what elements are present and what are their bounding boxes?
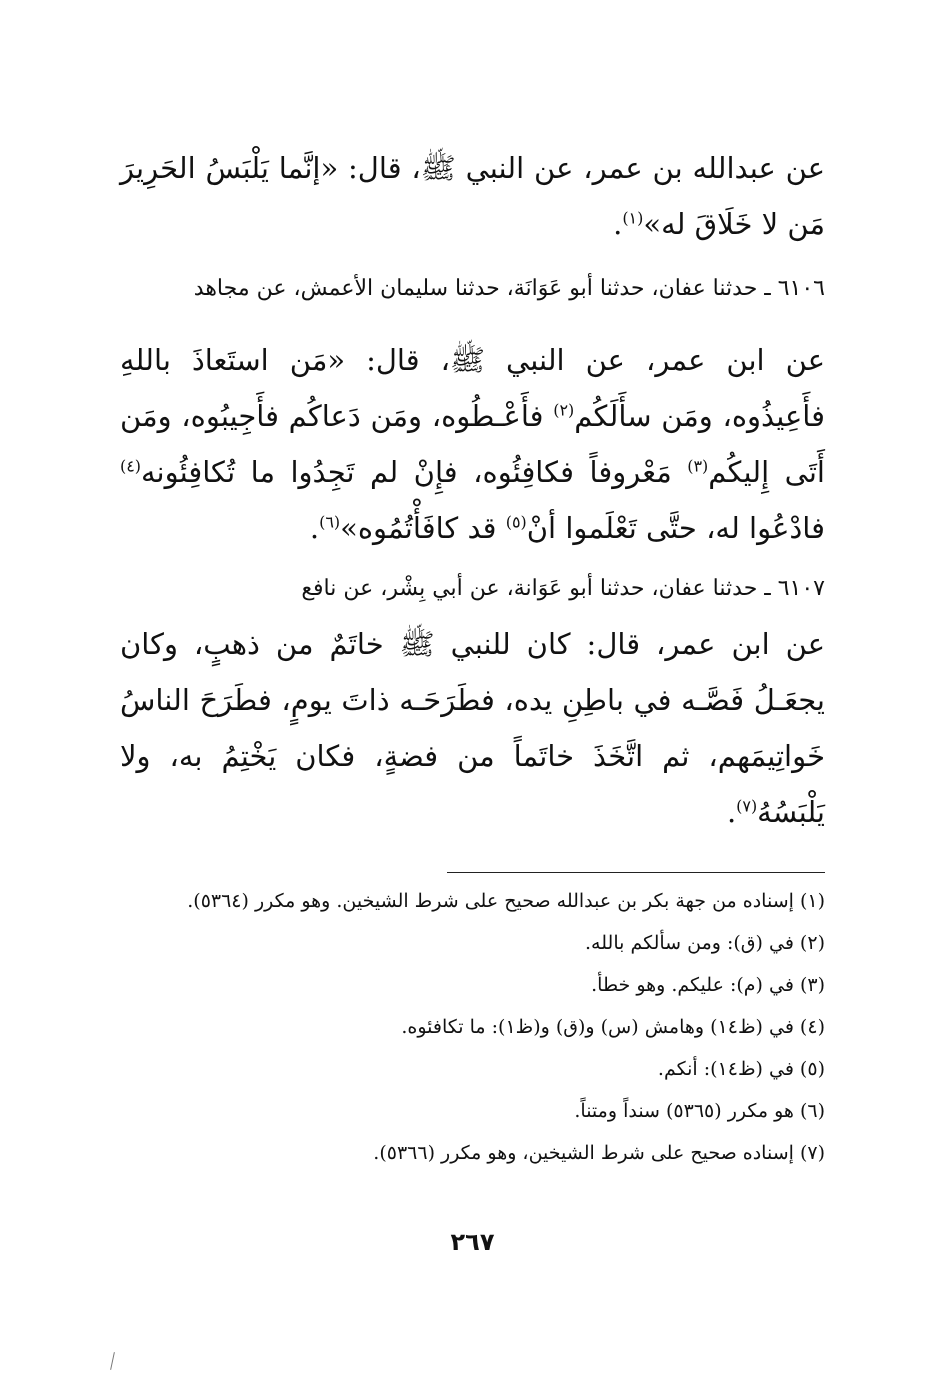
footnote-marker: (٣)	[687, 456, 709, 476]
sentence-end: .	[613, 207, 623, 241]
footnote-3: (٣) في (م): عليكم. وهو خطأ.	[591, 974, 825, 996]
footnote-marker: (١)	[622, 208, 644, 228]
hadith-text-part: فأَعْـطُوه، ومَن دَعاكُم فأَجِيبُوه، ومَن أَتَى إِليكُم	[120, 399, 825, 489]
hadith-text-part: فادْعُوا له، حتَّى تَعْلَموا أنْ	[526, 511, 825, 545]
footnote-7: (٧) إسناده صحيح على شرط الشيخين، وهو مكرر (٥٣٦٦).	[373, 1142, 825, 1164]
hadith-text: عن عبدالله بن عمر، عن النبي ﷺ، قال: «إنَّما يَلْبَسُ الحَرِيرَ مَن لا خَلَاقَ له»	[120, 151, 825, 241]
footnote-marker: (٦)	[319, 512, 341, 532]
hadith-text-6107	[120, 616, 825, 840]
hadith-text-6105	[120, 140, 825, 252]
scan-mark	[110, 1352, 115, 1370]
footnote-5: (٥) في (ظ١٤): أنكم.	[657, 1058, 825, 1080]
hadith-text-part: عن ابن عمر، عن النبي ﷺ، قال: «مَن استَعاذَ باللهِ فأَعِيذُوه، ومَن سأَلَكُم	[120, 343, 826, 433]
footnote-1: (١) إسناده من جهة بكر بن عبدالله صحيح على شرط الشيخين. وهو مكرر (٥٣٦٤).	[187, 890, 825, 912]
page-body	[120, 140, 825, 840]
page-number: ٢٦٧	[450, 1228, 495, 1256]
hadith-text-part: قد كافَأْتُمُوه»	[340, 511, 506, 545]
footnote-6: (٦) هو مكرر (٥٣٦٥) سنداً ومتناً.	[574, 1100, 825, 1122]
footnote-marker: (٥)	[505, 512, 527, 532]
hadith-text-part: مَعْروفاً فكافِئُوه، فإِنْ لم تَجِدُوا ما تُكافِئُونه	[141, 455, 688, 489]
sentence-end: .	[309, 511, 320, 545]
footnote-4: (٤) في (ظ١٤) وهامش (س) و(ق) و(ظ١): ما تكافئوه.	[401, 1016, 825, 1038]
footnote-marker: (٧)	[736, 796, 758, 816]
footnote-2: (٢) في (ق): ومن سألكم بالله.	[585, 932, 825, 954]
footnote-marker: (٤)	[120, 456, 141, 476]
footnote-marker: (٢)	[553, 400, 575, 420]
footnotes-list	[120, 880, 825, 1174]
footnote-divider	[447, 872, 825, 873]
sentence-end: .	[726, 795, 737, 829]
hadith-text: عن ابن عمر، قال: كان للنبي ﷺ خاتَمٌ من ذهبٍ، وكان يجعَـلُ فَصَّـه في باطِنِ يده، فطَرَحَـه ذاتَ يومٍ، فطَرَحَ الناسُ خَواتِيمَهم، ثم اتَّخَذَ خاتَماً من فضةٍ، فكان يَخْتِمُ به، ولا يَلْبَسُهُ	[120, 627, 825, 829]
chain-of-narration-6107: ٦١٠٧ ـ حدثنا عفان، حدثنا أبو عَوَانة، عن أبي بِشْر، عن نافع	[301, 576, 825, 601]
hadith-text-6106	[120, 332, 825, 556]
chain-of-narration-6106: ٦١٠٦ ـ حدثنا عفان، حدثنا أبو عَوَانَة، حدثنا سليمان الأعمش، عن مجاهد	[193, 276, 825, 301]
